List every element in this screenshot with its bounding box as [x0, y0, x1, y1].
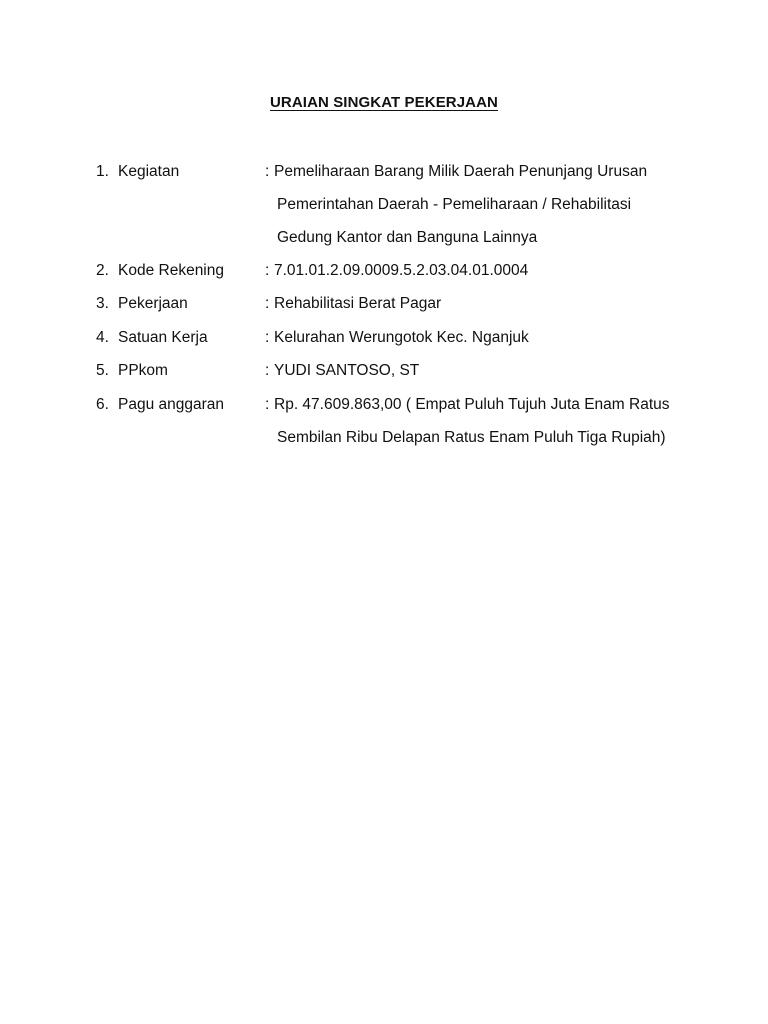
- item-label: Kode Rekening: [118, 262, 224, 279]
- item-label: Pekerjaan: [118, 295, 188, 312]
- item-number: 3.: [96, 295, 109, 312]
- item-colon: :: [265, 295, 270, 312]
- item-number: 1.: [96, 163, 109, 180]
- item-colon: :: [265, 262, 270, 279]
- item-colon: :: [265, 163, 270, 180]
- item-value-line: Pemeliharaan Barang Milik Daerah Penunjang Urusan: [274, 163, 648, 180]
- item-value-line: Kelurahan Werungotok Kec. Nganjuk: [274, 329, 529, 346]
- item-number: 2.: [96, 262, 109, 279]
- document-title: [0, 94, 768, 111]
- item-value-line: 7.01.01.2.09.0009.5.2.03.04.01.0004: [274, 262, 529, 279]
- item-colon: :: [265, 396, 270, 413]
- item-number: 5.: [96, 362, 109, 379]
- item-value-line: YUDI SANTOSO, ST: [274, 362, 420, 379]
- item-label: PPkom: [118, 362, 168, 379]
- item-value-line: Rp. 47.609.863,00 ( Empat Puluh Tujuh Juta Enam Ratus: [274, 396, 670, 413]
- item-value-line: Sembilan Ribu Delapan Ratus Enam Puluh Tiga Rupiah): [277, 429, 666, 446]
- item-colon: :: [265, 362, 270, 379]
- item-label: Satuan Kerja: [118, 329, 208, 346]
- item-number: 6.: [96, 396, 109, 413]
- item-value-line: Pemerintahan Daerah - Pemeliharaan / Rehabilitasi: [277, 196, 632, 213]
- item-value-line: Rehabilitasi Berat Pagar: [274, 295, 442, 312]
- item-label: Kegiatan: [118, 163, 180, 180]
- item-colon: :: [265, 329, 270, 346]
- item-number: 4.: [96, 329, 109, 346]
- item-value-line: Gedung Kantor dan Banguna Lainnya: [277, 229, 538, 246]
- item-label: Pagu anggaran: [118, 396, 225, 413]
- document-title-text: URAIAN SINGKAT PEKERJAAN: [270, 94, 498, 111]
